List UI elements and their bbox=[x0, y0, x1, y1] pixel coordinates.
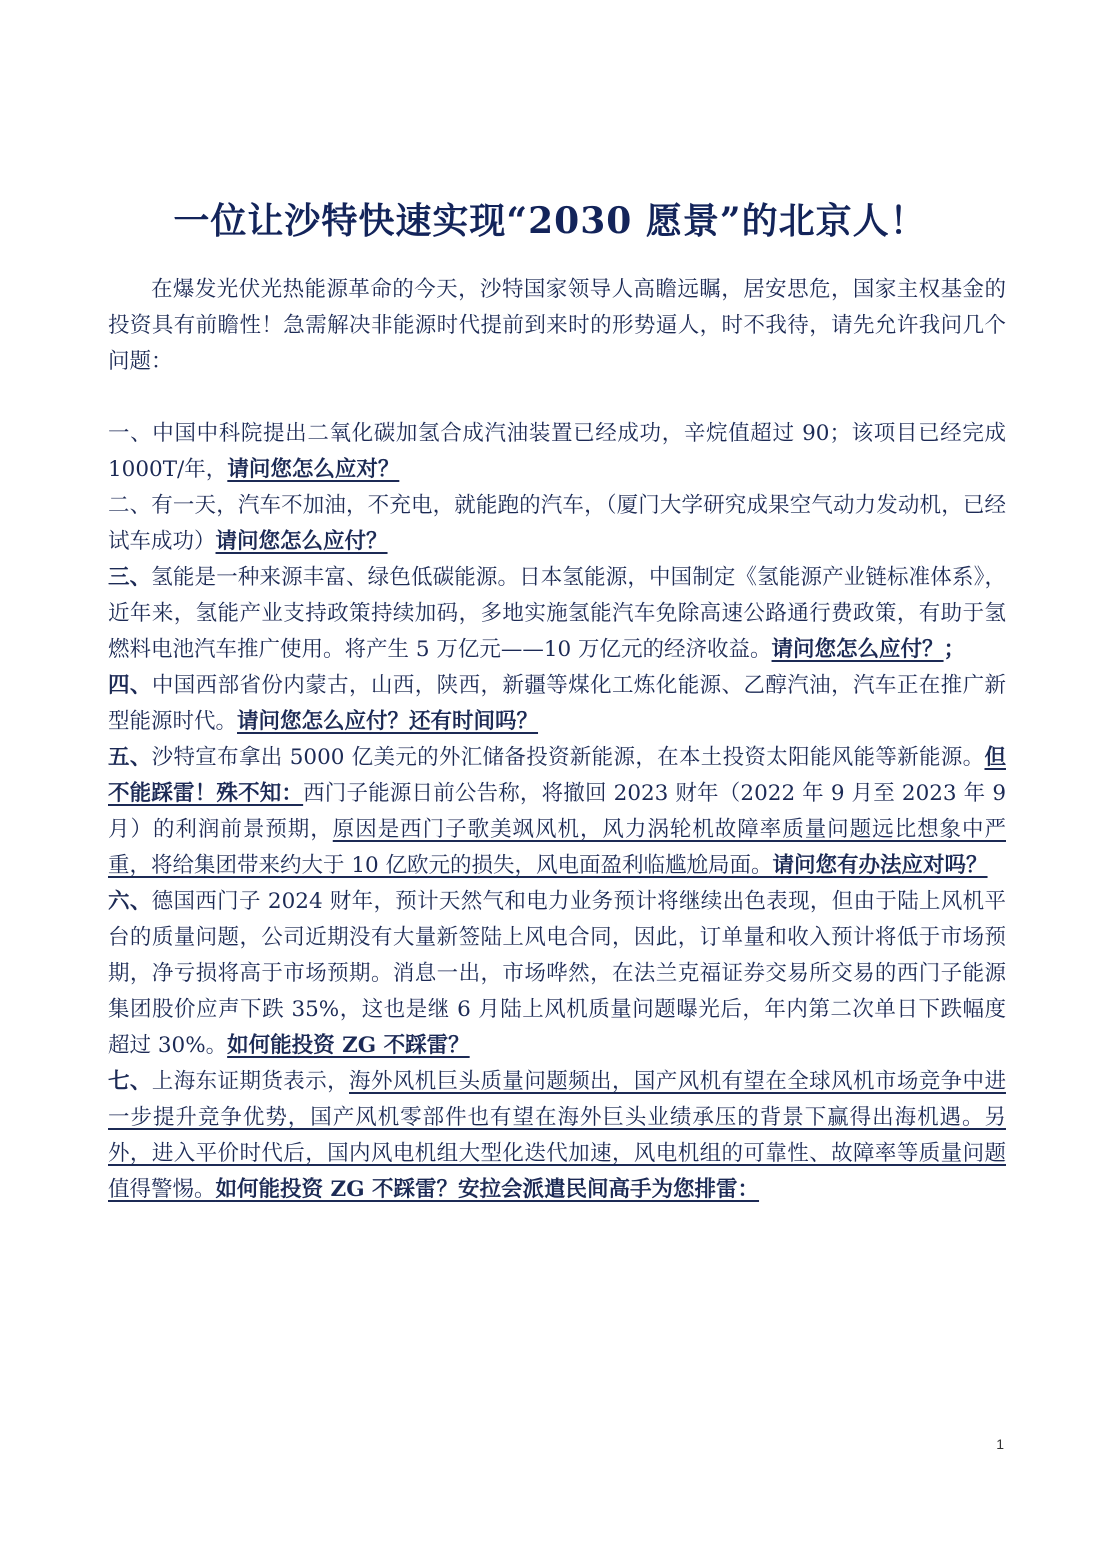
item-7 bbox=[108, 1064, 1006, 1208]
item-text: 上海东证期货表示， bbox=[151, 1069, 350, 1094]
item-underlined-text: 海外风机巨头质量问题频出，国产风机有望在全球风机市场竞争中进一步提升竞争优势，国产风机零部件也有望在海外巨头业绩承压的背景下赢得出海机遇。另外，进入平价时代后，国内风电机组大型化迭代加速，风电机组的可靠性、故障率等质量问题值得警惕。 bbox=[108, 1069, 1006, 1202]
item-text: 中国西部省份内蒙古，山西，陕西，新疆等煤化工炼化能源、乙醇汽油，汽车正在推广新型能源时代。 bbox=[108, 673, 1006, 734]
item-number: 四、 bbox=[108, 673, 152, 698]
item-underlined-text: 原因是西门子歌美飒风机，风力涡轮机故障率质量问题远比想象中严重，将给集团带来约大于 10 亿欧元的损失，风电面盈利临尴尬局面。 bbox=[108, 817, 1006, 878]
item-4 bbox=[108, 668, 1006, 740]
item-question: 如何能投资 ZG 不踩雷？安拉会派遣民间高手为您排雷： bbox=[215, 1177, 760, 1202]
item-2 bbox=[108, 488, 1006, 560]
item-question: 如何能投资 ZG 不踩雷？ bbox=[227, 1033, 470, 1058]
page-number: 1 bbox=[996, 1436, 1004, 1452]
item-number: 六、 bbox=[108, 889, 152, 914]
item-number: 三、 bbox=[108, 565, 152, 590]
item-3 bbox=[108, 560, 1006, 668]
document-title: 一位让沙特快速实现“2030 愿景”的北京人！ bbox=[173, 200, 927, 242]
item-warning: 但不能踩雷！殊不知： bbox=[108, 745, 1006, 806]
item-text: 德国西门子 2024 财年，预计天然气和电力业务预计将继续出色表现，但由于陆上风机平台的质量问题，公司近期没有大量新签陆上风电合同，因此，订单量和收入预计将低于市场预期，净亏损将高于市场预期。消息一出，市场哗然，在法兰克福证券交易所交易的西门子能源集团股价应声下跌 35%，这也是继 6 月陆上风机质量问题曝光后，年内第二次单日下跌幅度超过 30%。 bbox=[108, 889, 1006, 1058]
item-6 bbox=[108, 884, 1006, 1064]
item-number: 一、 bbox=[108, 421, 153, 446]
item-text: 中国中科院提出二氧化碳加氢合成汽油装置已经成功，辛烷值超过 90；该项目已经完成 1000T/年， bbox=[108, 421, 1006, 482]
document-body bbox=[108, 272, 1006, 1208]
item-text: 沙特宣布拿出 5000 亿美元的外汇储备投资新能源，在本土投资太阳能风能等新能源。 bbox=[151, 745, 985, 770]
item-tail: ； bbox=[943, 637, 966, 662]
item-text-2: 西门子能源日前公告称，将撤回 2023 财年（2022 年 9 月至 2023 年 9 月）的利润前景预期， bbox=[108, 781, 1006, 842]
item-question: 请问您怎么应付？ bbox=[771, 637, 944, 662]
item-5 bbox=[108, 740, 1006, 884]
item-question: 请问您有办法应对吗？ bbox=[772, 853, 988, 878]
item-text: 有一天，汽车不加油，不充电，就能跑的汽车，（厦门大学研究成果空气动力发动机，已经试车成功） bbox=[108, 493, 1006, 554]
item-question: 请问您怎么应付？还有时间吗？ bbox=[237, 709, 539, 734]
intro-paragraph: 在爆发光伏光热能源革命的今天，沙特国家领导人高瞻远瞩，居安思危，国家主权基金的投资具有前瞻性！急需解决非能源时代提前到来时的形势逼人，时不我待，请先允许我问几个问题： bbox=[108, 277, 1006, 374]
item-question: 请问您怎么应对？ bbox=[227, 457, 400, 482]
item-number: 二、 bbox=[108, 493, 152, 518]
item-number: 五、 bbox=[108, 745, 152, 770]
item-number: 七、 bbox=[108, 1069, 152, 1094]
item-text: 氢能是一种来源丰富、绿色低碳能源。日本氢能源，中国制定《氢能源产业链标准体系》，近年来，氢能产业支持政策持续加码，多地实施氢能汽车免除高速公路通行费政策，有助于氢燃料电池汽车推广使用。将产生 5 万亿元——10 万亿元的经济收益。 bbox=[108, 565, 1006, 662]
item-question: 请问您怎么应付？ bbox=[215, 529, 388, 554]
item-1 bbox=[108, 416, 1006, 488]
